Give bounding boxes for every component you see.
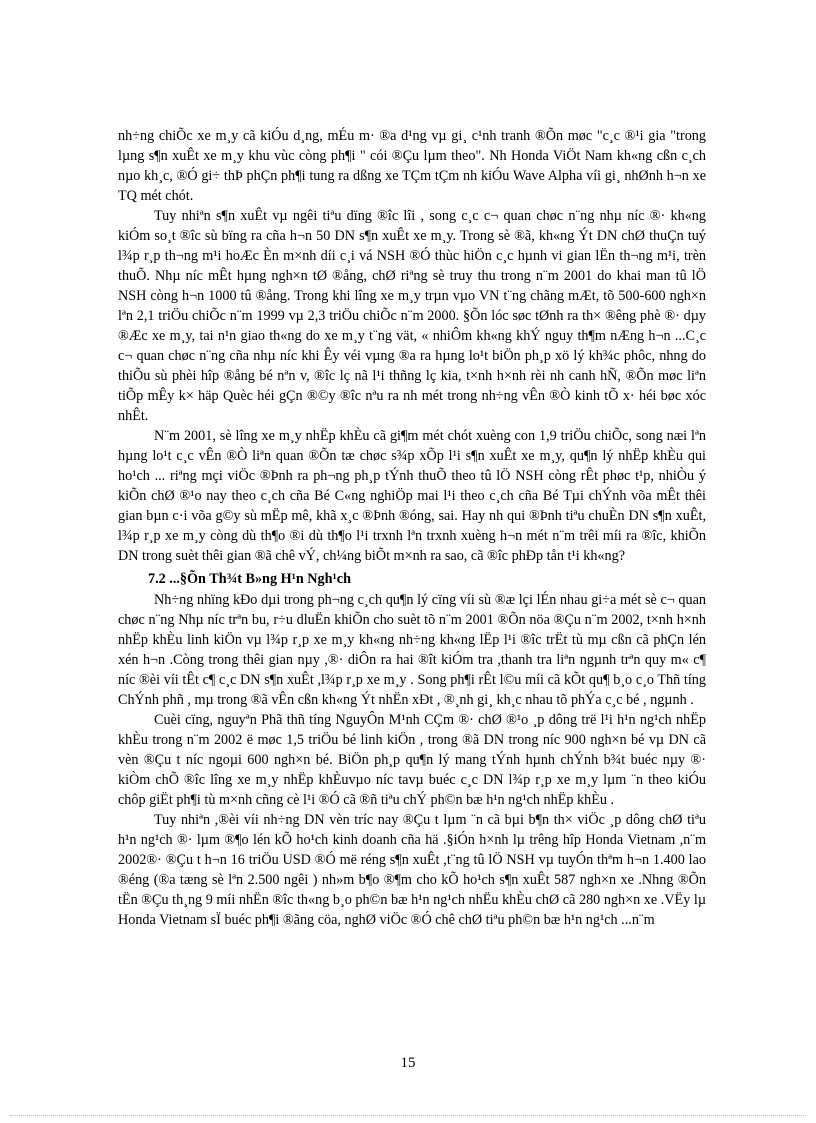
section-heading: 7.2 ...§Õn Th¾t B»ng H¹n Ngh¹ch	[148, 571, 351, 587]
paragraph-continuation: nh÷ng chiÕc xe m¸y cã kiÓu d¸ng, mÉu m· ®a d¹ng vµ gi¸ c¹nh tranh ®Õn møc "c¸c ®¹i gia "trong lµng s¶n xuÊt xe m¸y khu vùc còng ph¶i " cói ®Çu lµm theo". Nh Honda ViÖt Nam kh«ng cßn c¸ch nµo kh¸c, ®Ó gi÷ thÞ phÇn ph¶i tung ra dßng xe TÇm tÇm nh kiÓu Wave Alpha víi gi¸ nhØnh h¬n xe TQ mét chót.	[118, 128, 706, 204]
paragraph: N¨m 2001, sè lîng xe m¸y nhËp khÈu cã gi¶m mét chót xuèng con 1,9 triÖu chiÕc, song næi lªn hµng lo¹t c¸c vÊn ®Ò liªn quan ®Õn tæ chøc s¾p xÕp l¹i s¶n xuÊt xe m¸y, qu¶n lý nhËp khÈu qui ho¹ch ... riªng mçi viÖc ®Þnh ra ph¬ng ph¸p tÝnh thuÕ theo tû lÖ NSH còng rÊt phøc t¹p, nhiÒu ý kiÕn chØ ®¹o nay theo c¸ch cña Bé C«ng nghiÖp mai l¹i theo c¸ch cña Bé Tµi chÝnh võa mÊt thêi gian bµn c·i võa g©y sù mËp mê, khã x¸c ®Þnh ®óng, sai. Hay nh qui ®Þnh tiªu chuÈn DN s¶n xuÊt, l¾p r¸p xe m¸y còng dù th¶o ®i dù th¶o l¹i trxnh lªn trxnh xuèng h¬n mét n¨m trêi míi ra ®îc, khiÕn DN trong suèt thêi gian ®ã chê vÝ, ch¼ng biÕt m×nh ra sao, cã ®îc phÐp tån t¹i kh«ng?	[118, 428, 706, 564]
page-number: 15	[400, 1055, 416, 1071]
body-text	[118, 126, 706, 930]
paragraph: Nh÷ng nhïng kÐo dµi trong ph¬ng c¸ch qu¶n lý cïng víi sù ®æ lçi lÉn nhau gi÷a mét sè c¬ quan chøc n¨ng Nhµ níc trªn bu, r÷u dluËn khiÕn cho suèt tõ n¨m 2001 ®Õn nöa ®Çu n¨m 2002, t×nh h×nh nhËp khÈu linh kiÖn vµ l¾p r¸p xe m¸y kh«ng nh÷ng kh«ng lËp l¹i ®îc trËt tù mµ cßn cã phÇn lén xén h¬n .Còng trong thêi gian nµy ,®· diÔn ra hai ®ît kiÓm tra ,thanh tra liªn ngµnh trªn quy m« c¶ níc ®èi víi tÊt c¶ c¸c DN s¶n xuÊt ,l¾p r¸p xe m¸y . Song ph¶i rÊt l©u míi cã kÕt qu¶ b¸o c¸o Thñ tíng ChÝnh phñ , mµ trong ®ã vÊn cßn kh«ng Ýt nhËn xÐt , ®¸nh gi¸ kh¸c nhau tõ phÝa c¸c bé , ngµnh .	[118, 592, 706, 708]
paragraph: Cuèi cïng, nguyªn Phã thñ tíng NguyÔn M¹nh CÇm ®· chØ ®¹o ¸p dông trë l¹i h¹n ng¹ch nhËp khÈu trong n¨m 2002 ë møc 1,5 triÖu bé linh kiÖn , trong ®ã DN trong níc 900 ngh×n bé vµ DN cã vèn ®Çu t níc ngoµi 600 ngh×n bé. BiÖn ph¸p qu¶n lý mang tÝnh hµnh chÝnh b¾t buéc nµy ®· kiÒm chÕ ®îc lîng xe m¸y nhËp khÈuvµo níc tavµ buéc c¸c DN l¾p r¸p xe m¸y lµm ¨n theo kiÓu chôp giËt ph¶i tù m×nh cñng cè l¹i ®Ó cã ®ñ tiªu chÝ ph©n bæ h¹n ng¹ch nhËp khÈu .	[118, 712, 706, 808]
paragraph: Tuy nhiªn ,®èi víi nh÷ng DN vèn tríc nay ®Çu t lµm ¨n cã bµi b¶n th× viÖc ¸p dông chØ tiªu h¹n ng¹ch ®· lµm ®¶o lén kÕ ho¹ch kinh doanh cña hä .§iÓn h×nh lµ trêng hîp Honda Vietnam ,n¨m 2002®· ®Çu t h¬n 16 triÖu USD ®Ó më réng s¶n xuÊt ,t¨ng tû lÖ NSH vµ tuyÓn thªm h¬n 1.400 lao ®éng (®a tæng sè lªn 2.500 ngêi ) nh»m b¶o ®¶m cho kÕ ho¹ch s¶n xuÊt 587 ngh×n xe .Nhng ®Õn tËn ®Çu th¸ng 9 míi nhËn ®îc th«ng b¸o ph©n bæ h¹n ng¹ch nhËu khÈu chØ cã 280 ngh×n xe .VËy lµ Honda Vietnam sÏ buéc ph¶i ®ãng cöa, nghØ viÖc ®Ó chê chØ tiªu ph©n bæ h¹n ng¹ch ...n¨m	[118, 812, 706, 928]
paragraph: Tuy nhiªn s¶n xuÊt vµ ngêi tiªu dïng ®îc lîi , song c¸c c¬ quan chøc n¨ng nhµ níc ®· kh«ng kiÓm so¸t ®îc sù bïng ra cña h¬n 50 DN s¶n xuÊt xe m¸y. Trong sè ®ã, kh«ng Ýt DN chØ thuÇn tuý l¾p r¸p th¬ng m¹i hoÆc Èn m×nh díi c¸i vá NSH ®Ó thùc hiÖn c¸c hµnh vi gian lËn th¬ng m¹i, trèn thuÕ. Nhµ níc mÊt hµng ngh×n tØ ®ång, chØ riªng sè truy thu trong n¨m 2001 do khai man tû lÖ NSH còng h¬n 1000 tû ®ång. Trong khi lîng xe m¸y trµn vµo VN t¨ng chãng mÆt, tõ 500-600 ngh×n lªn 2,1 triÖu chiÕc n¨m 1999 vµ 2,3 triÖu chiÕc n¨m 2000. §Õn lóc søc tØnh ra th× ®êng phè ®· dµy ®Æc xe m¸y, tai n¹n giao th«ng do xe m¸y t¨ng vät, « nhiÔm kh«ng khÝ nguy th¶m nÆng h¬n ...C¸c c¬ quan chøc n¨ng cña nhµ níc khi Êy véi vµng ®a ra hµng lo¹t biÖn ph¸p xö lý kh¾c phôc, nhng do thiÕu sù phèi hîp ®ång bé nªn v, ®îc lç nã l¹i thñng lç kia, t×nh h×nh rèi nh canh hÑ, ®Õn møc liªn tiÕp mÊy k× häp Quèc héi gÇn ®©y ®îc nªu ra nh mét trong nh÷ng vÊn ®Ò kinh tÕ x· héi bøc xóc nhÊt.	[118, 208, 706, 424]
page-border-divider	[10, 1115, 806, 1116]
